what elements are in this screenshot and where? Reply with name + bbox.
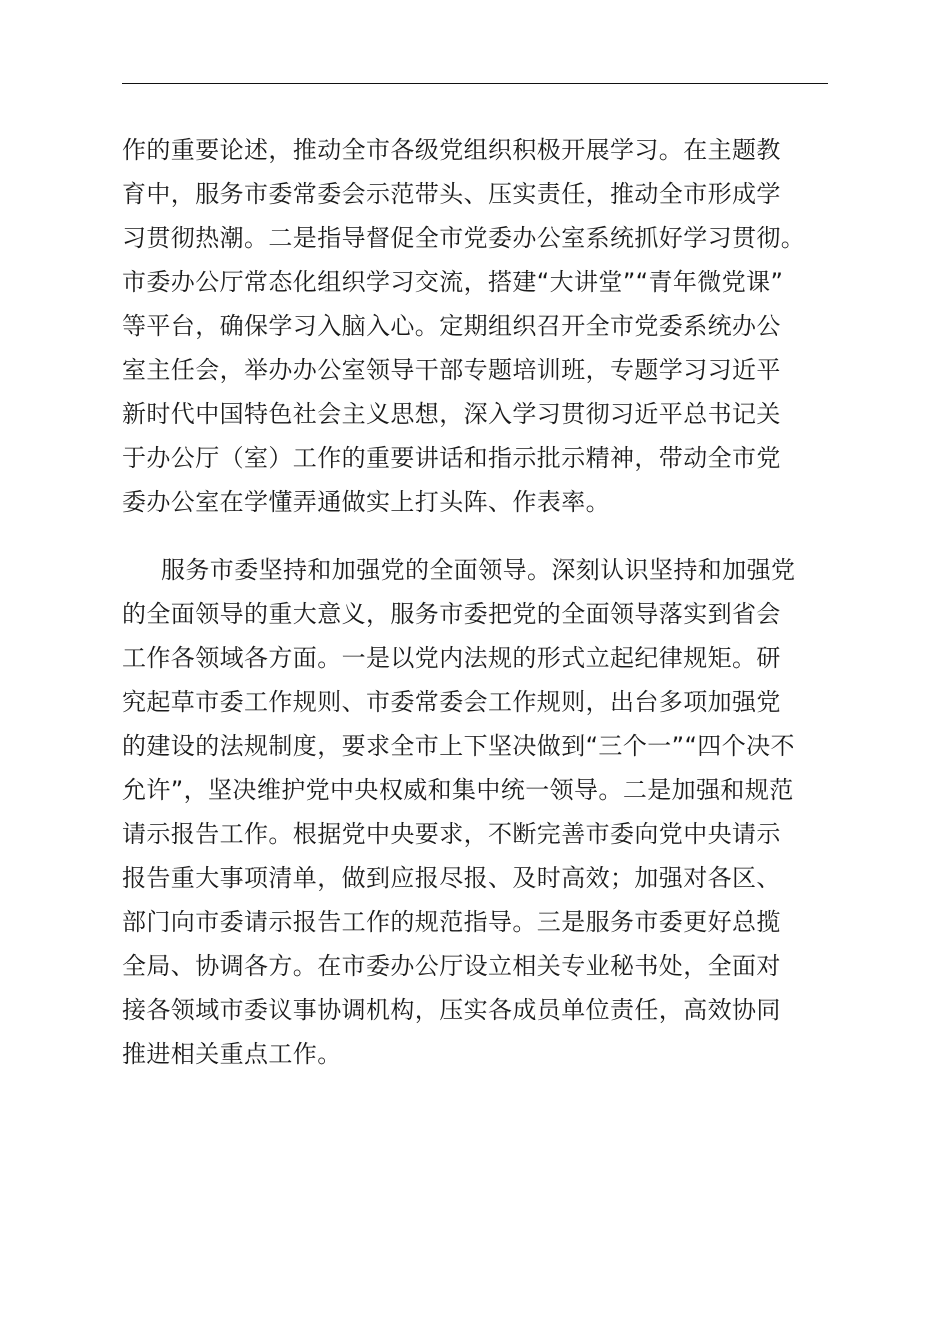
paragraph-line: 接各领域市委议事协调机构，压实各成员单位责任，高效协同	[122, 996, 781, 1024]
paragraph-line: 等平台，确保学习入脑入心。定期组织召开全市党委系统办公	[122, 312, 781, 340]
paragraph-line: 育中，服务市委常委会示范带头、压实责任，推动全市形成学	[122, 180, 781, 208]
paragraph-2	[122, 548, 842, 1076]
paragraph-line: 请示报告工作。根据党中央要求，不断完善市委向党中央请示	[122, 820, 781, 848]
paragraph-line: 的建设的法规制度，要求全市上下坚决做到“三个一”“四个决不	[122, 732, 795, 760]
document-body	[122, 128, 842, 1076]
paragraph-line: 新时代中国特色社会主义思想，深入学习贯彻习近平总书记关	[122, 400, 781, 428]
paragraph-line: 服务市委坚持和加强党的全面领导。深刻认识坚持和加强党	[161, 556, 796, 584]
paragraph-spacer	[122, 524, 842, 548]
paragraph-line: 委办公室在学懂弄通做实上打头阵、作表率。	[122, 488, 610, 516]
paragraph-line: 允许”，坚决维护党中央权威和集中统一领导。二是加强和规范	[122, 776, 794, 804]
paragraph-line: 室主任会，举办办公室领导干部专题培训班，专题学习习近平	[122, 356, 781, 384]
paragraph-line: 于办公厅（室）工作的重要讲话和指示批示精神，带动全市党	[122, 444, 781, 472]
paragraph-line: 工作各领域各方面。一是以党内法规的形式立起纪律规矩。研	[122, 644, 781, 672]
paragraph-line: 部门向市委请示报告工作的规范指导。三是服务市委更好总揽	[122, 908, 781, 936]
paragraph-line: 的全面领导的重大意义，服务市委把党的全面领导落实到省会	[122, 600, 781, 628]
paragraph-1	[122, 128, 842, 524]
paragraph-line: 报告重大事项清单，做到应报尽报、及时高效；加强对各区、	[122, 864, 781, 892]
paragraph-line: 究起草市委工作规则、市委常委会工作规则，出台多项加强党	[122, 688, 781, 716]
paragraph-line: 推进相关重点工作。	[122, 1040, 342, 1068]
header-rule	[122, 83, 828, 84]
paragraph-line: 全局、协调各方。在市委办公厅设立相关专业秘书处，全面对	[122, 952, 781, 980]
paragraph-line: 习贯彻热潮。二是指导督促全市党委办公室系统抓好学习贯彻。	[122, 224, 806, 252]
paragraph-line: 市委办公厅常态化组织学习交流，搭建“大讲堂”“青年微党课”	[122, 268, 784, 296]
paragraph-line: 作的重要论述，推动全市各级党组织积极开展学习。在主题教	[122, 136, 781, 164]
